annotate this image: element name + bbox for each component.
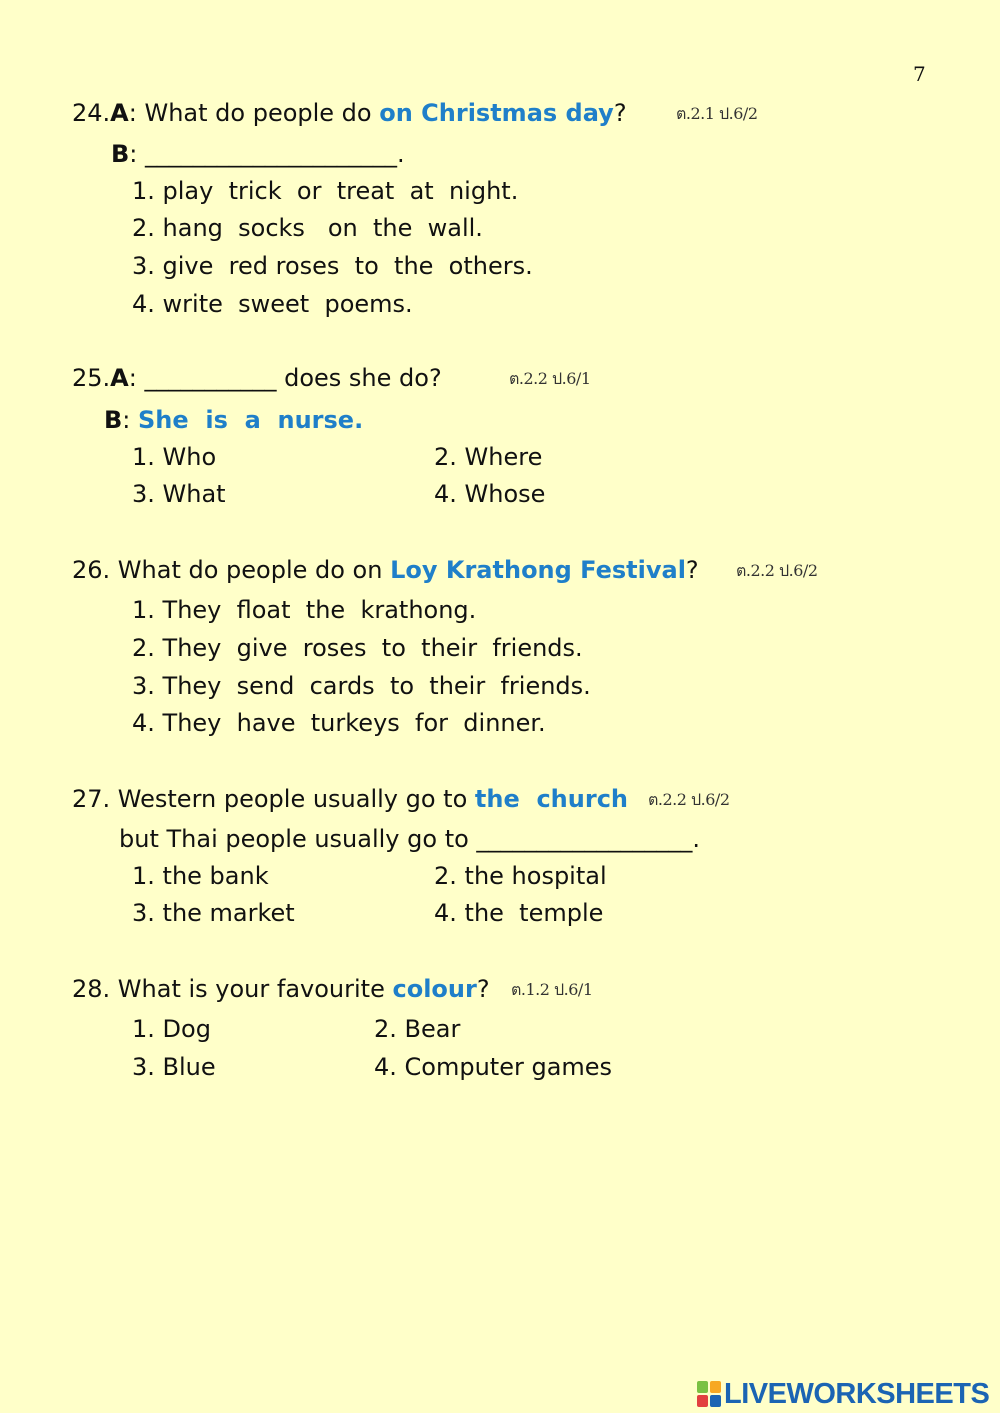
- question-text: 27. Western people usually go to: [72, 785, 475, 813]
- option[interactable]: 2. the hospital: [434, 862, 607, 890]
- option[interactable]: 1. Who: [132, 443, 217, 471]
- colon: :: [128, 99, 145, 127]
- option[interactable]: 4. They have turkeys for dinner.: [132, 709, 546, 737]
- highlight: colour: [392, 975, 477, 1003]
- answer-b-line: [111, 142, 405, 166]
- question-28: [72, 977, 490, 1001]
- option[interactable]: 3. the market: [132, 899, 295, 927]
- curriculum-code: ต.2.2 ป.6/2: [736, 561, 818, 580]
- question-text: What do people do: [144, 99, 380, 127]
- logo-square: [697, 1395, 708, 1407]
- question-mark: ?: [613, 99, 627, 127]
- question-26: [72, 558, 699, 582]
- colon: :: [122, 406, 139, 434]
- option[interactable]: 3. What: [132, 480, 226, 508]
- curriculum-code: ต.2.2 ป.6/1: [509, 369, 591, 388]
- question-text: 28. What is your favourite: [72, 975, 393, 1003]
- question-27-line-2: but Thai people usually go to __________________.: [119, 825, 701, 853]
- question-number: 25.: [72, 364, 111, 392]
- curriculum-code: ต.2.1 ป.6/2: [676, 104, 758, 123]
- option[interactable]: 1. the bank: [132, 862, 269, 890]
- option[interactable]: 1. play trick or treat at night.: [132, 177, 519, 205]
- option[interactable]: 3. give red roses to the others.: [132, 252, 533, 280]
- option[interactable]: 1. Dog: [132, 1015, 211, 1043]
- page-number: 7: [913, 62, 926, 86]
- option[interactable]: 2. Where: [434, 443, 543, 471]
- question-25: [72, 366, 442, 390]
- answer-b-line: [104, 408, 363, 432]
- speaker-a: A: [110, 99, 129, 127]
- question-mark: ?: [685, 556, 699, 584]
- option[interactable]: 3. Blue: [132, 1053, 216, 1081]
- question-number: 24.: [72, 99, 111, 127]
- option[interactable]: 4. Whose: [434, 480, 546, 508]
- option[interactable]: 2. They give roses to their friends.: [132, 634, 583, 662]
- option[interactable]: 4. write sweet poems.: [132, 290, 413, 318]
- speaker-b: B: [111, 140, 130, 168]
- highlight: Loy Krathong Festival: [390, 556, 686, 584]
- question-text: : ___________ does she do?: [128, 364, 442, 392]
- answer-text: She is a nurse.: [138, 406, 364, 434]
- logo-square: [697, 1381, 708, 1393]
- logo-text: LIVEWORKSHEETS: [724, 1377, 990, 1410]
- speaker-a: A: [110, 364, 129, 392]
- option[interactable]: 2. hang socks on the wall.: [132, 214, 483, 242]
- speaker-b: B: [104, 406, 123, 434]
- answer-blank: : _____________________.: [129, 140, 405, 168]
- curriculum-code: ต.1.2 ป.6/1: [511, 980, 593, 999]
- question-24: [72, 101, 627, 125]
- logo-mark-icon: [697, 1381, 721, 1407]
- question-27: [72, 787, 628, 811]
- logo-square: [710, 1381, 721, 1393]
- option[interactable]: 2. Bear: [374, 1015, 461, 1043]
- curriculum-code: ต.2.2 ป.6/2: [648, 790, 730, 809]
- logo-square: [710, 1395, 721, 1407]
- option[interactable]: 1. They float the krathong.: [132, 596, 477, 624]
- highlight: on Christmas day: [379, 99, 614, 127]
- question-mark: ?: [476, 975, 490, 1003]
- question-text: 26. What do people do on: [72, 556, 391, 584]
- liveworksheets-logo: [697, 1378, 989, 1410]
- option[interactable]: 4. Computer games: [374, 1053, 613, 1081]
- option[interactable]: 3. They send cards to their friends.: [132, 672, 591, 700]
- option[interactable]: 4. the temple: [434, 899, 604, 927]
- highlight: the church: [474, 785, 628, 813]
